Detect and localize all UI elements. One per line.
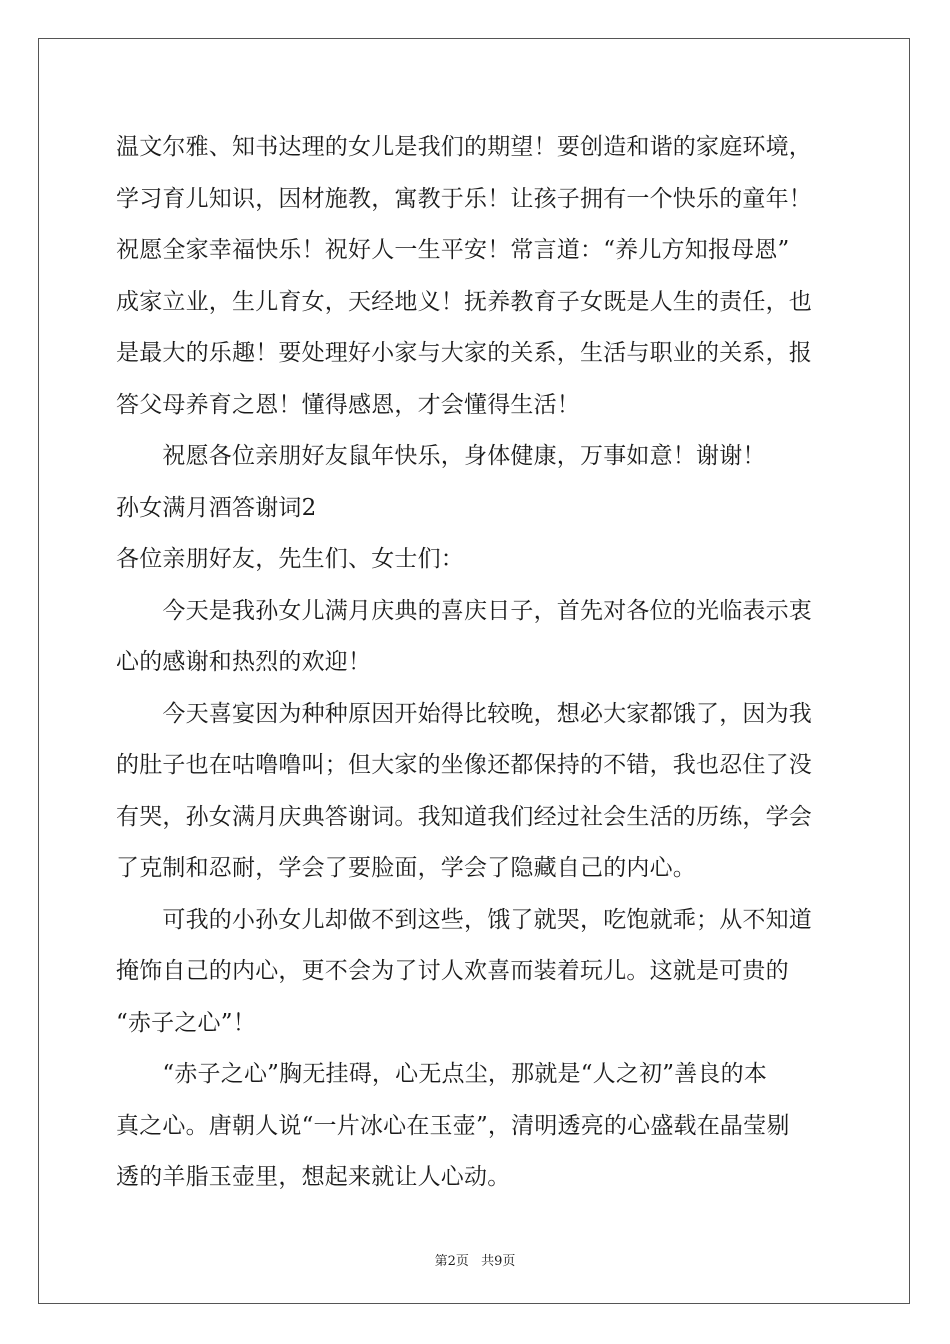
text-line: 是最大的乐趣！要处理好小家与大家的关系，生活与职业的关系，报 bbox=[116, 340, 812, 366]
text-line: 学习育儿知识，因材施教，寓教于乐！让孩子拥有一个快乐的童年！ bbox=[116, 185, 812, 212]
text-line: 心的感谢和热烈的欢迎！ bbox=[116, 649, 372, 675]
text-line: 成家立业，生儿育女，天经地义！抚养教育子女既是人生的责任，也 bbox=[116, 288, 812, 315]
text-line: “赤子之心”！ bbox=[116, 1009, 256, 1036]
text-line: 有哭，孙女满月庆典答谢词。我知道我们经过社会生活的历练，学会 bbox=[116, 803, 812, 830]
text-line: 今天是我孙女儿满月庆典的喜庆日子，首先对各位的光临表示衷 bbox=[116, 597, 812, 624]
text-line: 祝愿全家幸福快乐！祝好人一生平安！常言道：“养儿方知报母恩” bbox=[116, 237, 790, 263]
text-line: 透的羊脂玉壶里，想起来就让人心动。 bbox=[116, 1164, 511, 1190]
page-number: 第2页 bbox=[434, 1254, 469, 1269]
text-line: 可我的小孙女儿却做不到这些，饿了就哭，吃饱就乖；从不知道 bbox=[116, 906, 812, 933]
text-line: 真之心。唐朝人说“一片冰心在玉壶”，清明透亮的心盛载在晶莹剔 bbox=[116, 1112, 790, 1139]
text-line: 的肚子也在咕噜噜叫；但大家的坐像还都保持的不错，我也忍住了没 bbox=[116, 752, 812, 778]
text-line: 祝愿各位亲朋好友鼠年快乐，身体健康，万事如意！谢谢！ bbox=[116, 443, 766, 469]
page-total: 共9页 bbox=[481, 1254, 516, 1269]
text-line: 掩饰自己的内心，更不会为了讨人欢喜而装着玩儿。这就是可贵的 bbox=[116, 958, 789, 984]
salutation: 各位亲朋好友，先生们、女士们： bbox=[116, 546, 464, 572]
page-footer bbox=[0, 1250, 950, 1269]
text-line: 答父母养育之恩！懂得感恩，才会懂得生活！ bbox=[116, 391, 580, 418]
section-title: 孙女满月酒答谢词2 bbox=[116, 494, 317, 521]
text-line: 温文尔雅、知书达理的女儿是我们的期望！要创造和谐的家庭环境， bbox=[116, 134, 812, 160]
text-line: 今天喜宴因为种种原因开始得比较晚，想必大家都饿了，因为我 bbox=[116, 700, 812, 727]
document-body bbox=[116, 122, 836, 1204]
text-line: “赤子之心”胸无挂碍，心无点尘，那就是“人之初”善良的本 bbox=[116, 1061, 768, 1087]
text-line: 了克制和忍耐，学会了要脸面，学会了隐藏自己的内心。 bbox=[116, 855, 696, 881]
